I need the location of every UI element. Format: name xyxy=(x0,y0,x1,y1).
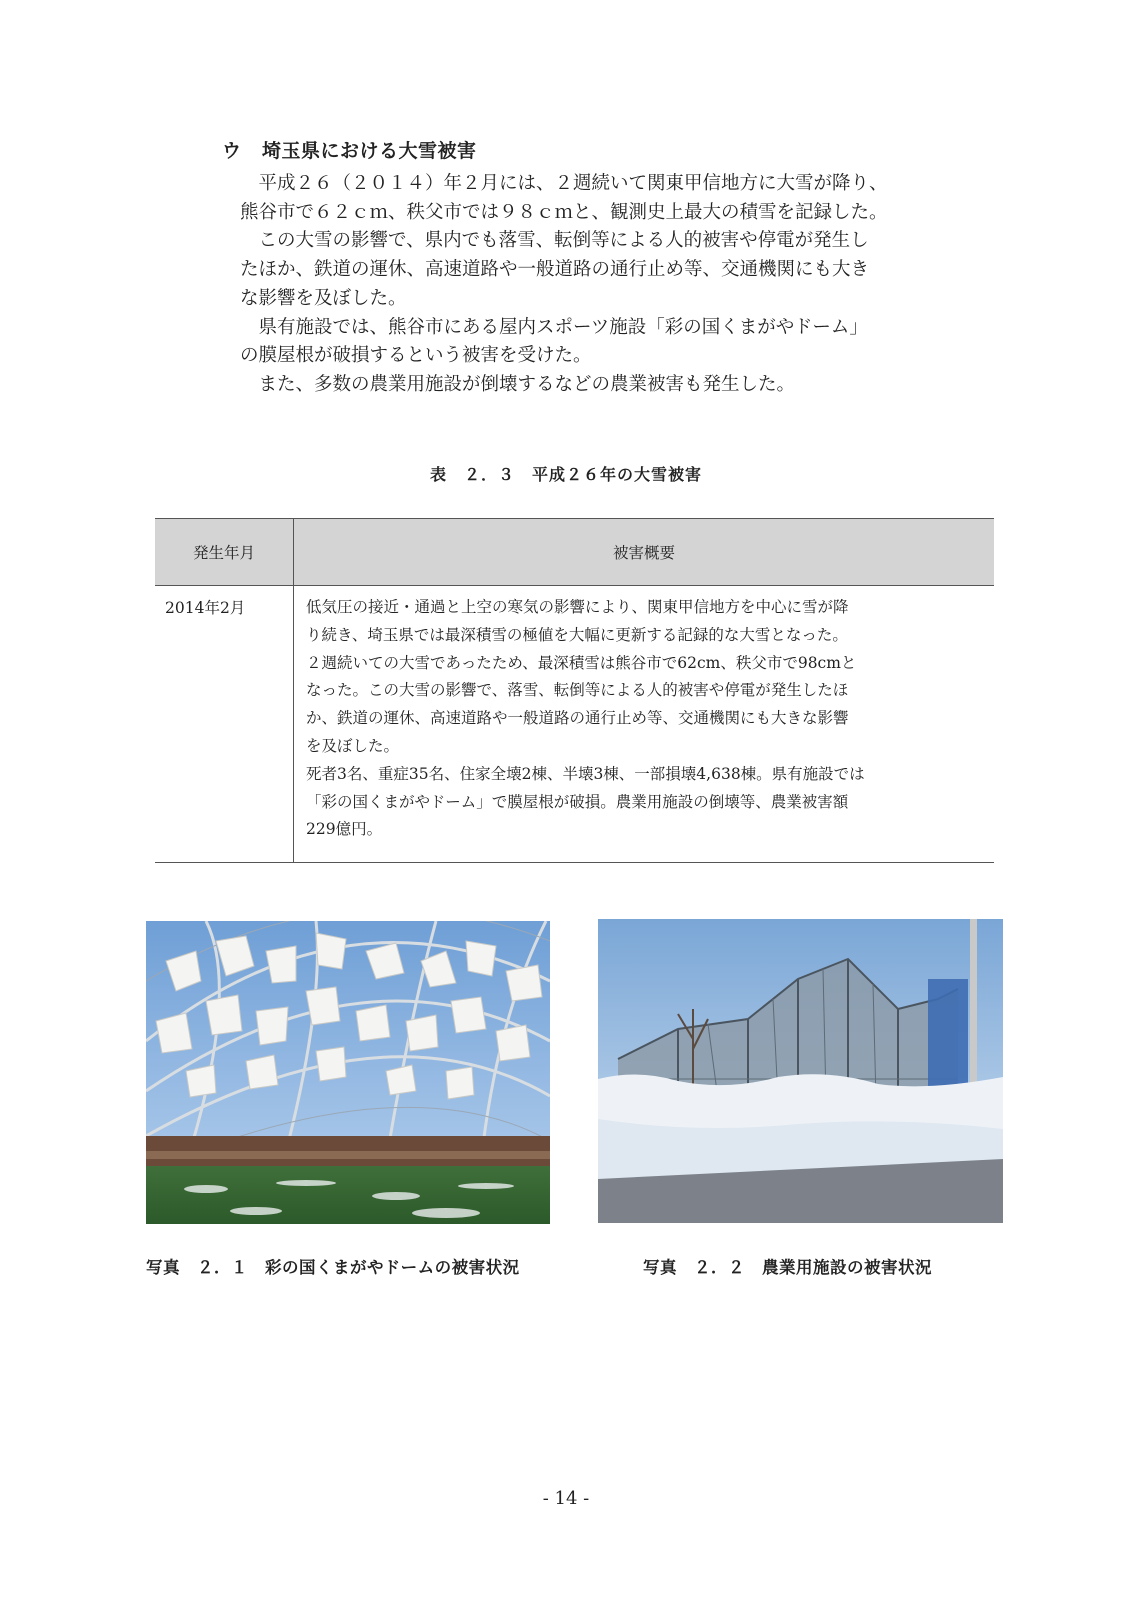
body-line: また、多数の農業用施設が倒壊するなどの農業被害も発生した。 xyxy=(240,373,796,395)
table-caption: 表 ２．３ 平成２６年の大雪被害 xyxy=(429,465,702,484)
body-line: 平成２６（２０１４）年２月には、２週続いて関東甲信地方に大雪が降り、 xyxy=(240,173,888,194)
summary-line: 死者3名、重症35名、住家全壊2棟、半壊3棟、一部損壊4,638棟。県有施設では xyxy=(306,764,865,783)
photo-caption-1: 写真 ２．１ 彩の国くまがやドームの被害状況 xyxy=(146,1258,520,1277)
damage-table xyxy=(155,518,994,863)
cell-summary xyxy=(294,586,995,863)
section-title: 埼玉県における大雪被害 xyxy=(262,140,477,162)
body-line: この大雪の影響で、県内でも落雪、転倒等による人的被害や停電が発生し xyxy=(240,230,869,252)
body-paragraphs xyxy=(240,170,1010,400)
cell-date: 2014年2月 xyxy=(155,586,294,863)
header-summary: 被害概要 xyxy=(294,519,995,586)
summary-line: 低気圧の接近・通過と上空の寒気の影響により、関東甲信地方を中心に雪が降 xyxy=(306,598,849,616)
summary-line: 「彩の国くまがやドーム」で膜屋根が破損。農業用施設の倒壊等、農業被害額 xyxy=(306,792,849,811)
page-number: - 14 - xyxy=(542,1488,590,1509)
body-line: たほか、鉄道の運休、高速道路や一般道路の通行止め等、交通機関にも大き xyxy=(240,259,870,281)
greenhouse-damage-photo xyxy=(598,919,1003,1223)
summary-line: 229億円。 xyxy=(306,820,383,839)
summary-line: り続き、埼玉県では最深積雪の極値を大幅に更新する記録的な大雪となった。 xyxy=(306,625,848,644)
body-line: の膜屋根が破損するという被害を受けた。 xyxy=(240,345,592,367)
body-line: な影響を及ぼした。 xyxy=(240,287,407,309)
dome-damage-photo xyxy=(146,921,550,1224)
summary-line: なった。この大雪の影響で、落雪、転倒等による人的被害や停電が発生したほ xyxy=(306,681,849,700)
summary-line: か、鉄道の運休、高速道路や一般道路の通行止め等、交通機関にも大きな影響 xyxy=(306,709,849,728)
section-marker: ウ xyxy=(222,140,242,162)
body-line: 県有施設では、熊谷市にある屋内スポーツ施設「彩の国くまがやドーム」 xyxy=(240,316,868,338)
summary-line: ２週続いての大雪であったため、最深積雪は熊谷市で62cm、秩父市で98cmと xyxy=(306,653,857,672)
summary-line: を及ぼした。 xyxy=(306,736,400,755)
table-header-row xyxy=(155,519,994,586)
body-line: 熊谷市で６２ｃｍ、秩父市では９８ｃｍと、観測史上最大の積雪を記録した。 xyxy=(240,201,888,223)
header-date: 発生年月 xyxy=(155,519,294,586)
section-heading xyxy=(222,136,477,163)
photo-caption-2: 写真 ２．２ 農業用施設の被害状況 xyxy=(643,1258,932,1277)
table-row xyxy=(155,586,994,863)
